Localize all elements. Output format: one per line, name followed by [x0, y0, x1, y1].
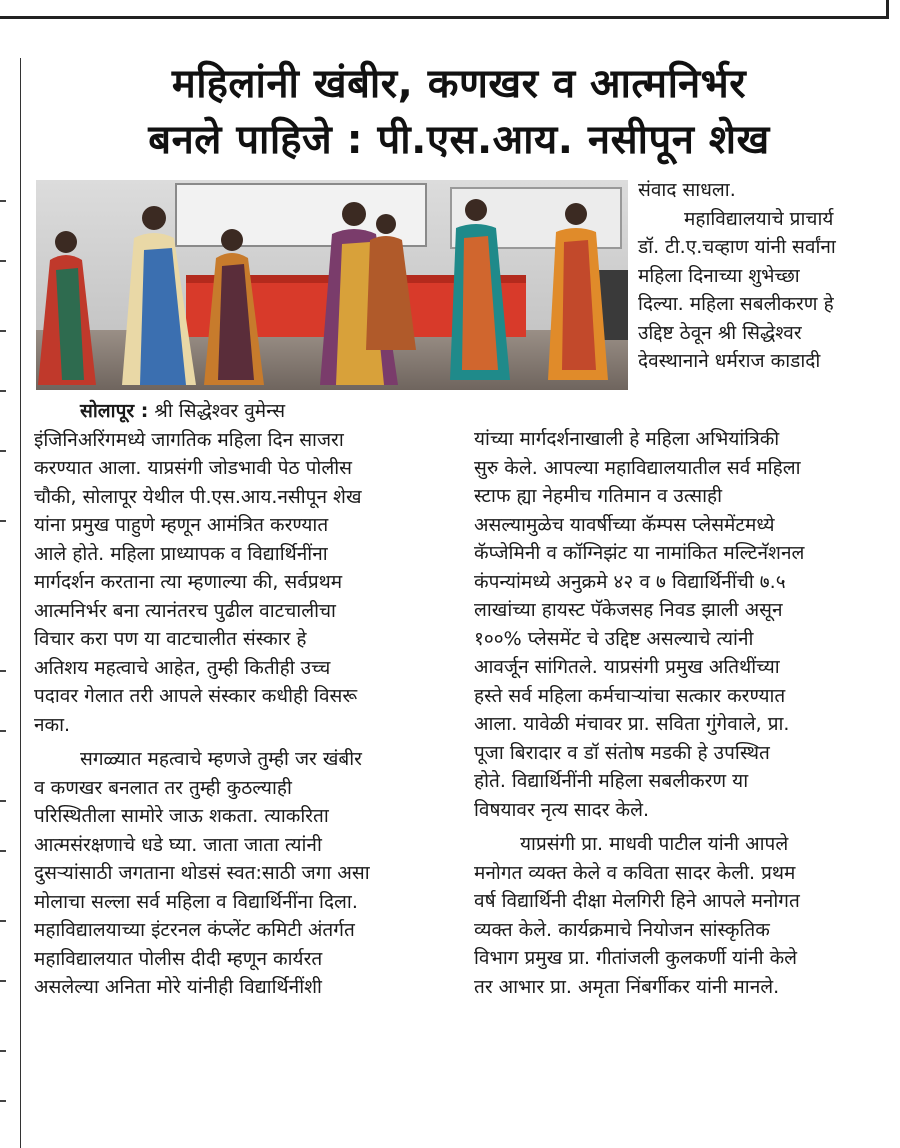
text-line: यांच्या मार्गदर्शनाखाली हे महिला अभियांत्रिकी	[474, 428, 780, 450]
text-line: दुसऱ्यांसाठी जगताना थोडसं स्वत:साठी जगा असा	[34, 862, 370, 884]
text-line: कंपन्यांमध्ये अनुक्रमे ४२ व ७ विद्यार्थिनींची ७.५	[474, 570, 786, 593]
headline-line-2: बनले पाहिजे : पी.एस.आय. नसीपून शेख	[148, 117, 770, 163]
text-line: असल्यामुळेच यावर्षीच्या कॅम्पस प्लेसमेंटमध्ये	[474, 513, 775, 536]
text-line: व्यक्त केले. कार्यक्रमाचे नियोजन सांस्कृतिक	[474, 918, 770, 941]
text-line: श्री सिद्धेश्वर वुमेन्स	[148, 400, 286, 422]
left-column-rule	[20, 58, 21, 1148]
text-line: असलेल्या अनिता मोरे यांनीही विद्यार्थिनींशी	[34, 976, 322, 998]
text-line: हस्ते सर्व महिला कर्मचाऱ्यांचा सत्कार करण्यात	[474, 684, 786, 707]
text-line: कॅप्जेमिनी व कॉग्निझंट या नामांकित मल्टिनॅशनल	[474, 542, 805, 564]
text-line: डॉ. टी.ए.चव्हाण यांनी सर्वांना	[638, 236, 836, 258]
text-line: वर्ष विद्यार्थिनी दीक्षा मेलगिरी हिने आपले मनोगत	[474, 890, 800, 912]
text-line: उद्दिष्ट ठेवून श्री सिद्धेश्वर	[638, 321, 802, 344]
text-line: याप्रसंगी प्रा. माधवी पाटील यांनी आपले	[520, 833, 789, 855]
text-line: महाविद्यालयात पोलीस दीदी म्हणून कार्यरत	[34, 947, 323, 970]
text-line: देवस्थानाने धर्मराज काडादी	[638, 350, 821, 372]
article-photo	[36, 180, 628, 390]
text-line: लाखांच्या हायस्ट पॅकेजसह निवड झाली असून	[474, 599, 783, 621]
text-line: यांना प्रमुख पाहुणे म्हणून आमंत्रित करण्यात	[34, 514, 329, 536]
text-line: आवर्जून सांगितले. याप्रसंगी प्रमुख अतिथींच्या	[474, 656, 780, 678]
text-line: तर आभार प्रा. अमृता निंबर्गीकर यांनी मानले.	[474, 975, 780, 998]
text-line: अतिशय महत्वाचे आहेत, तुम्ही कितीही उच्च	[34, 656, 331, 679]
text-line: मोलाचा सल्ला सर्व महिला व विद्यार्थिनींना दिला.	[34, 890, 358, 913]
right-column	[474, 425, 890, 1001]
text-line: विभाग प्रमुख प्रा. गीतांजली कुलकर्णी यांनी केले	[474, 947, 798, 969]
text-line: सगळ्यात महत्वाचे म्हणजे तुम्ही जर खंबीर	[80, 748, 362, 770]
text-line: करण्यात आला. याप्रसंगी जोडभावी पेठ पोलीस	[34, 457, 352, 479]
text-line: सुरु केले. आपल्या महाविद्यालयातील सर्व महिला	[474, 456, 801, 479]
text-line: मनोगत व्यक्त केले व कविता सादर केली. प्रथम	[474, 861, 796, 884]
text-line: इंजिनिअरिंगमध्ये जागतिक महिला दिन साजरा	[34, 428, 344, 451]
text-line: महाविद्यालयाचे प्राचार्य	[684, 207, 834, 230]
text-line: विचार करा पण या वाटचालीत संस्कार हे	[34, 628, 307, 650]
text-line: नका.	[34, 713, 71, 736]
text-line: आला. यावेळी मंचावर प्रा. सविता गुंगेवाले, प्रा.	[474, 713, 790, 735]
top-column-rule	[0, 0, 889, 19]
headline-line-1: महिलांनी खंबीर, कणखर व आत्मनिर्भर	[171, 61, 747, 107]
text-line: चौकी, सोलापूर येथील पी.एस.आय.नसीपून शेख	[34, 485, 362, 508]
dance-performance-photo	[36, 180, 628, 390]
dateline: सोलापूर :	[80, 400, 149, 422]
text-line: मार्गदर्शन करताना त्या म्हणाल्या की, सर्वप्रथम	[34, 571, 343, 593]
text-line: महिला दिनाच्या शुभेच्छा	[638, 264, 800, 287]
text-line: पूजा बिरादार व डॉ संतोष मडकी हे उपस्थित	[474, 741, 770, 764]
left-column	[34, 397, 454, 1002]
text-line: आत्मनिर्भर बना त्यानंतरच पुढील वाटचालीचा	[34, 599, 336, 622]
right-column-top	[638, 176, 888, 376]
text-line: दिल्या. महिला सबलीकरण हे	[638, 293, 834, 315]
text-line: महाविद्यालयाच्या इंटरनल कंप्लेंट कमिटी अंतर्गत	[34, 919, 355, 941]
text-line: १००% प्लेसमेंट चे उद्दिष्ट असल्याचे त्यांनी	[474, 627, 754, 650]
article-headline	[28, 56, 890, 168]
adjacent-article-edge	[0, 200, 10, 1120]
text-line: विषयावर नृत्य सादर केले.	[474, 798, 650, 821]
text-line: आत्मसंरक्षणाचे धडे घ्या. जाता जाता त्यांनी	[34, 833, 322, 856]
text-line: परिस्थितीला सामोरे जाऊ शकता. त्याकरिता	[34, 805, 329, 827]
text-line: होते. विद्यार्थिनींनी महिला सबलीकरण या	[474, 770, 749, 792]
text-line: पदावर गेलात तरी आपले संस्कार कधीही विसरू	[34, 685, 358, 707]
text-line: संवाद साधला.	[638, 179, 736, 201]
text-line: आले होते. महिला प्राध्यापक व विद्यार्थिनींना	[34, 542, 328, 565]
text-line: व कणखर बनलात तर तुम्ही कुठल्याही	[34, 776, 292, 799]
text-line: स्टाफ ह्या नेहमीच गतिमान व उत्साही	[474, 485, 723, 507]
